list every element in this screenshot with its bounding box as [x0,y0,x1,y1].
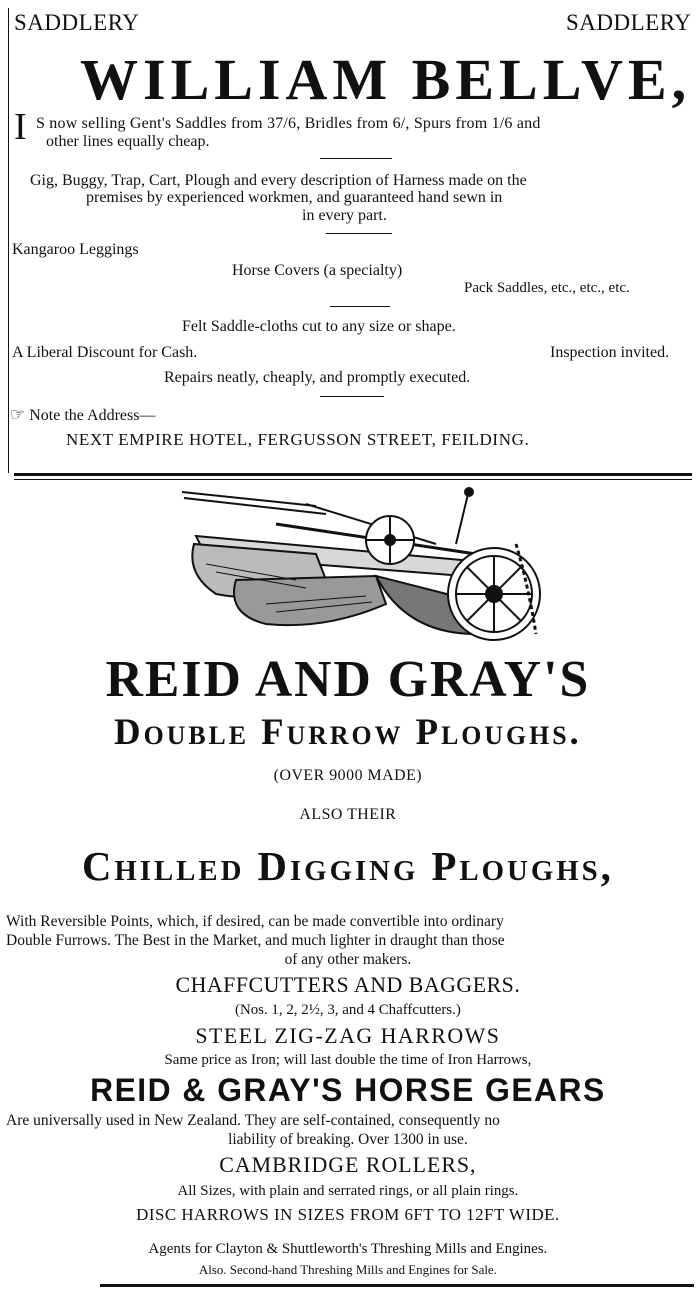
horse-covers-line: Horse Covers (a specialty) [232,262,403,279]
address-line: NEXT EMPIRE HOTEL, FERGUSSON STREET, FEILDING. [66,430,530,449]
inspection-line: Inspection invited. [550,344,670,361]
reversible-line-3: of any other makers. [284,951,412,968]
reversible-line-2: Double Furrows. The Best in the Market, and much lighter in draught than those [6,932,505,949]
harness-line-1: Gig, Buggy, Trap, Cart, Plough and every description of Harness made on the [30,172,527,189]
saddlery-header-left: SADDLERY [14,10,140,35]
divider-1 [320,158,392,159]
gears-line-1: Are universally used in New Zealand. They are self-contained, consequently no [6,1112,500,1129]
reversible-line-1: With Reversible Points, which, if desired, can be made convertible into ordinary [6,913,504,930]
divider-2 [326,233,392,234]
intro-line-1: S now selling Gent's Saddles from 37/6, Bridles from 6/, Spurs from 1/6 and [36,115,541,132]
harrows-heading: STEEL ZIG-ZAG HARROWS [195,1023,501,1048]
chaffcutters-heading: CHAFFCUTTERS AND BAGGERS. [175,972,521,997]
section-separator [14,473,692,476]
felt-saddle-line: Felt Saddle-cloths cut to any size or shape. [182,318,456,335]
maker-title: REID AND GRAY'S [105,651,591,708]
horse-gears-heading: REID & GRAY'S HORSE GEARS [90,1072,606,1108]
over-made-line: (OVER 9000 MADE) [273,767,423,784]
double-furrow-heading: Double Furrow Ploughs. [114,712,582,753]
also-their-line: ALSO THEIR [299,806,397,823]
rollers-heading: CAMBRIDGE ROLLERS, [219,1152,477,1177]
gears-line-2: liability of breaking. Over 1300 in use. [228,1131,468,1148]
saddlery-header-right: SADDLERY [566,10,692,35]
chaff-numbers-line: (Nos. 1, 2, 2½, 3, and 4 Chaffcutters.) [234,1002,461,1018]
left-margin-rule [8,8,9,473]
intro-initial: I [14,106,27,148]
rollers-note: All Sizes, with plain and serrated rings, or all plain rings. [177,1183,519,1199]
pack-saddles-line: Pack Saddles, etc., etc., etc. [464,280,630,296]
divider-3 [330,306,390,307]
agents-line: Agents for Clayton & Shuttleworth's Threshing Mills and Engines. [148,1241,548,1257]
note-address-line: ☞ Note the Address— [10,405,156,424]
disc-harrows-line: DISC HARROWS IN SIZES FROM 6FT TO 12FT WIDE. [136,1205,560,1224]
bottom-rule [100,1284,694,1287]
plough-illustration [176,484,542,652]
pointing-hand-icon: ☞ [10,405,26,424]
discount-line: A Liberal Discount for Cash. [12,344,198,361]
chilled-digging-heading: Chilled Digging Ploughs, [81,843,614,889]
intro-line-2: other lines equally cheap. [46,133,210,150]
harness-line-3: in every part. [302,207,387,224]
section-separator-thin [14,479,692,480]
leggings-line: Kangaroo Leggings [12,241,139,258]
harrows-note: Same price as Iron; will last double the time of Iron Harrows, [164,1052,532,1068]
proprietor-name: WILLIAM BELLVE, [80,47,692,112]
divider-4 [320,396,384,397]
harness-line-2: premises by experienced workmen, and guaranteed hand sewn in [86,189,503,206]
second-hand-line: Also. Second-hand Threshing Mills and Engines for Sale. [198,1262,497,1277]
repairs-line: Repairs neatly, cheaply, and promptly executed. [164,369,471,386]
